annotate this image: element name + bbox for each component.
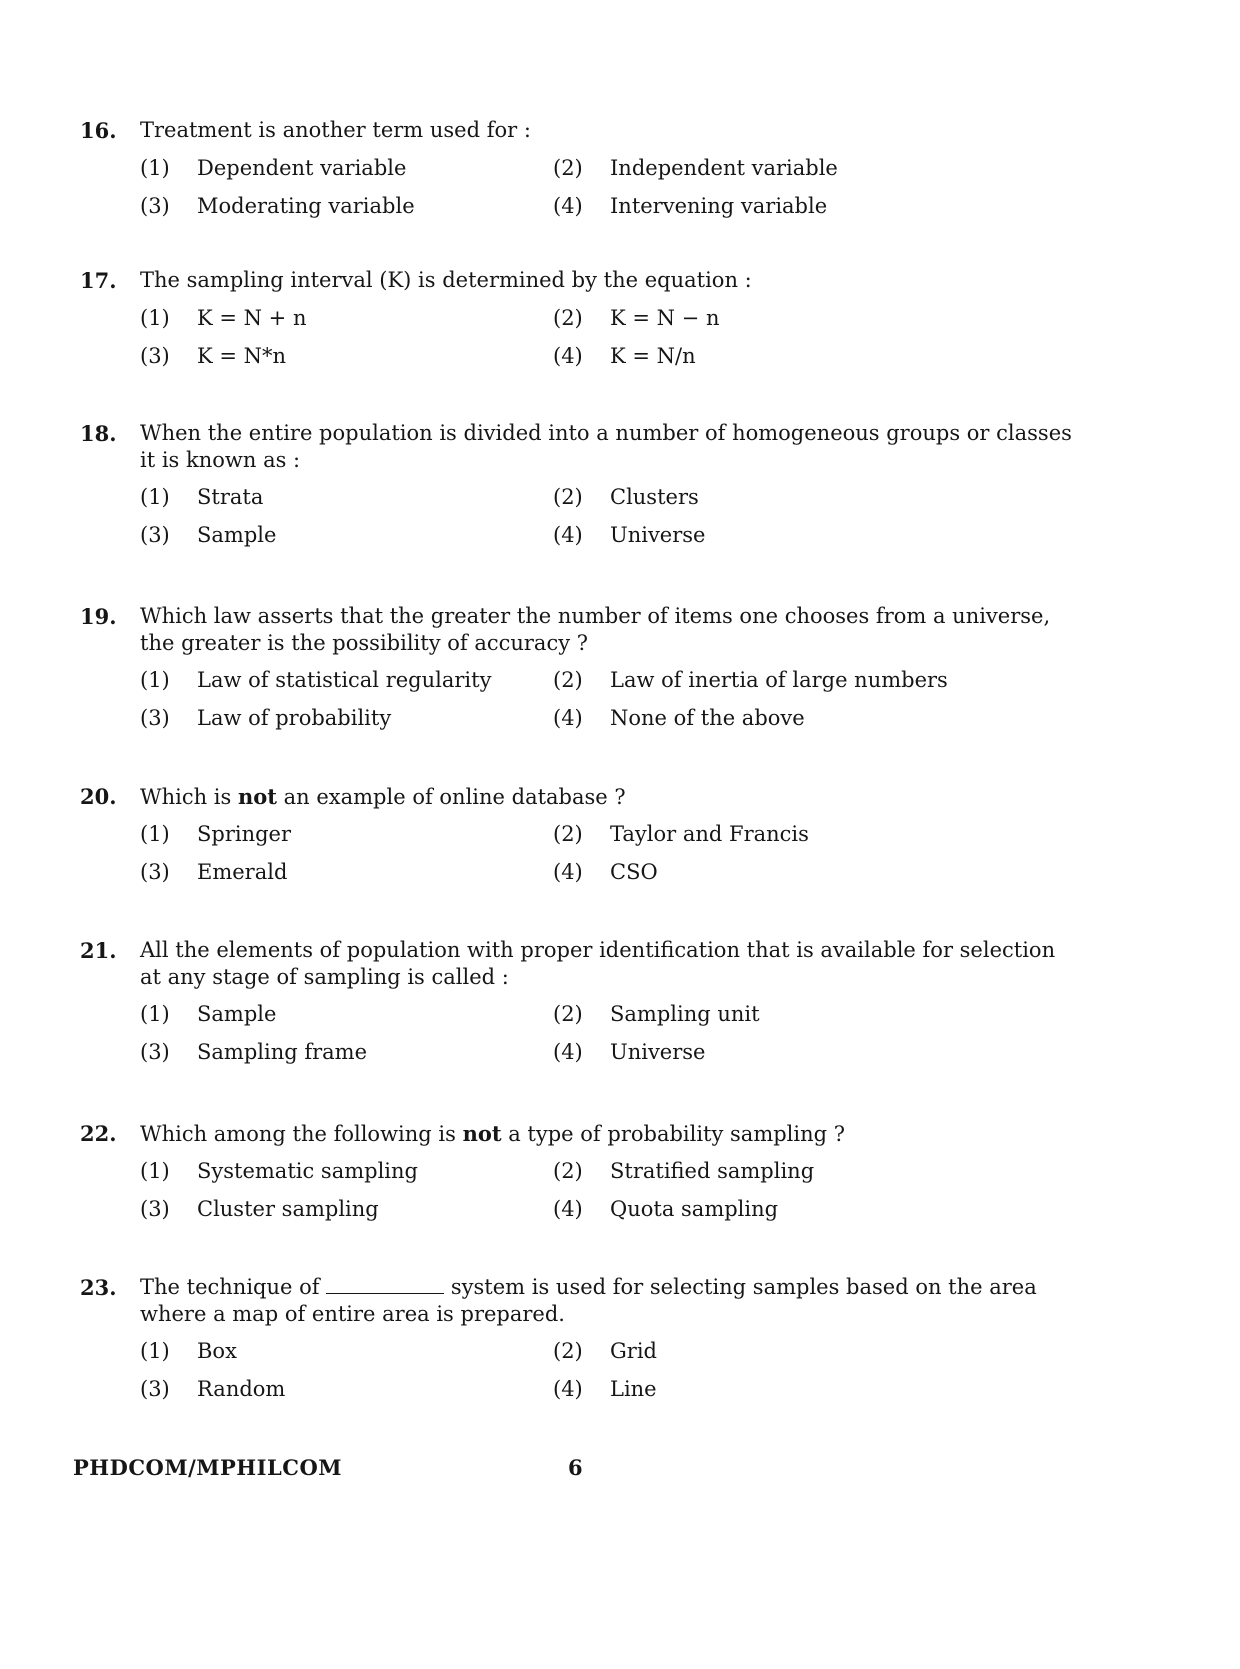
- option-number: (2): [553, 668, 583, 692]
- option-number: (1): [140, 1339, 170, 1363]
- question-text-before: The technique of: [140, 1275, 327, 1299]
- option-text: Law of statistical regularity: [197, 668, 492, 692]
- option-text: K = N/n: [610, 344, 696, 368]
- option-text: Clusters: [610, 485, 699, 509]
- option-number: (2): [553, 485, 583, 509]
- option-text: Law of inertia of large numbers: [610, 668, 948, 692]
- option-text: Independent variable: [610, 156, 838, 180]
- question-number: 21.: [80, 938, 117, 963]
- option-number: (3): [140, 1040, 170, 1064]
- question-text-after: an example of online database ?: [276, 785, 626, 809]
- option-number: (1): [140, 156, 170, 180]
- question-number: 18.: [80, 421, 117, 446]
- option-text: Sampling frame: [197, 1040, 368, 1064]
- option-number: (3): [140, 706, 170, 730]
- question-text: [140, 783, 1080, 811]
- option-text: Moderating variable: [197, 194, 415, 218]
- question-text: All the elements of population with proper identification that is available for selection at any stage of sampling is called :: [140, 938, 1056, 989]
- option-text: Law of probability: [197, 706, 392, 730]
- option-number: (3): [140, 194, 170, 218]
- question-text-emphasis: not: [462, 1121, 502, 1146]
- option-number: (2): [553, 822, 583, 846]
- option-number: (3): [140, 1197, 170, 1221]
- question-text: Which law asserts that the greater the number of items one chooses from a universe, the greater is the possibility of accuracy ?: [140, 604, 1051, 655]
- option-number: (2): [553, 1002, 583, 1026]
- question-text: [140, 1120, 1080, 1148]
- option-text: Sampling unit: [610, 1002, 760, 1026]
- option-number: (1): [140, 1159, 170, 1183]
- option-number: (2): [553, 306, 583, 330]
- option-text: None of the above: [610, 706, 805, 730]
- page-number: 6: [568, 1455, 583, 1480]
- paper-code: PHDCOM/MPHILCOM: [73, 1455, 342, 1480]
- option-number: (3): [140, 523, 170, 547]
- option-text: Dependent variable: [197, 156, 407, 180]
- question-text-after: system is used for selecting samples based on the area where a map of entire area is prepared.: [140, 1275, 1037, 1326]
- question-number: 16.: [80, 118, 117, 143]
- question-text: Treatment is another term used for :: [140, 118, 531, 142]
- question-number: 20.: [80, 784, 117, 809]
- option-text: Springer: [197, 822, 292, 846]
- option-number: (3): [140, 1377, 170, 1401]
- option-text: Universe: [610, 1040, 706, 1064]
- option-text: CSO: [610, 860, 658, 884]
- option-number: (3): [140, 860, 170, 884]
- question-text: The sampling interval (K) is determined by the equation :: [140, 268, 752, 292]
- option-number: (2): [553, 1339, 583, 1363]
- option-text: Box: [197, 1339, 237, 1363]
- question-number: 19.: [80, 604, 117, 629]
- question-text-emphasis: not: [237, 784, 277, 809]
- option-number: (1): [140, 1002, 170, 1026]
- question-number: 17.: [80, 268, 117, 293]
- fill-in-blank: [326, 1275, 444, 1294]
- option-number: (4): [553, 344, 583, 368]
- option-text: K = N*n: [197, 344, 287, 368]
- option-number: (4): [553, 860, 583, 884]
- option-text: Cluster sampling: [197, 1197, 379, 1221]
- option-text: Stratified sampling: [610, 1159, 815, 1183]
- question-number: 22.: [80, 1121, 117, 1146]
- question-text: When the entire population is divided into a number of homogeneous groups or classes it is known as :: [140, 421, 1072, 472]
- option-number: (3): [140, 344, 170, 368]
- option-number: (4): [553, 194, 583, 218]
- option-text: K = N − n: [610, 306, 720, 330]
- option-number: (1): [140, 306, 170, 330]
- option-text: Sample: [197, 523, 277, 547]
- option-text: Random: [197, 1377, 286, 1401]
- option-text: Quota sampling: [610, 1197, 779, 1221]
- question-text: [140, 1274, 1080, 1328]
- option-text: Strata: [197, 485, 264, 509]
- option-number: (4): [553, 1197, 583, 1221]
- question-number: 23.: [80, 1275, 117, 1300]
- option-text: Sample: [197, 1002, 277, 1026]
- option-text: K = N + n: [197, 306, 307, 330]
- question-text-before: Which is: [140, 785, 238, 809]
- option-text: Systematic sampling: [197, 1159, 418, 1183]
- option-number: (4): [553, 1040, 583, 1064]
- option-number: (4): [553, 706, 583, 730]
- option-text: Universe: [610, 523, 706, 547]
- option-text: Emerald: [197, 860, 288, 884]
- option-number: (4): [553, 523, 583, 547]
- question-text-before: Which among the following is: [140, 1122, 463, 1146]
- option-text: Intervening variable: [610, 194, 828, 218]
- option-text: Taylor and Francis: [610, 822, 809, 846]
- question-text-after: a type of probability sampling ?: [501, 1122, 846, 1146]
- option-number: (1): [140, 485, 170, 509]
- option-number: (1): [140, 822, 170, 846]
- option-number: (2): [553, 1159, 583, 1183]
- option-text: Grid: [610, 1339, 657, 1363]
- option-number: (2): [553, 156, 583, 180]
- option-text: Line: [610, 1377, 657, 1401]
- option-number: (4): [553, 1377, 583, 1401]
- option-number: (1): [140, 668, 170, 692]
